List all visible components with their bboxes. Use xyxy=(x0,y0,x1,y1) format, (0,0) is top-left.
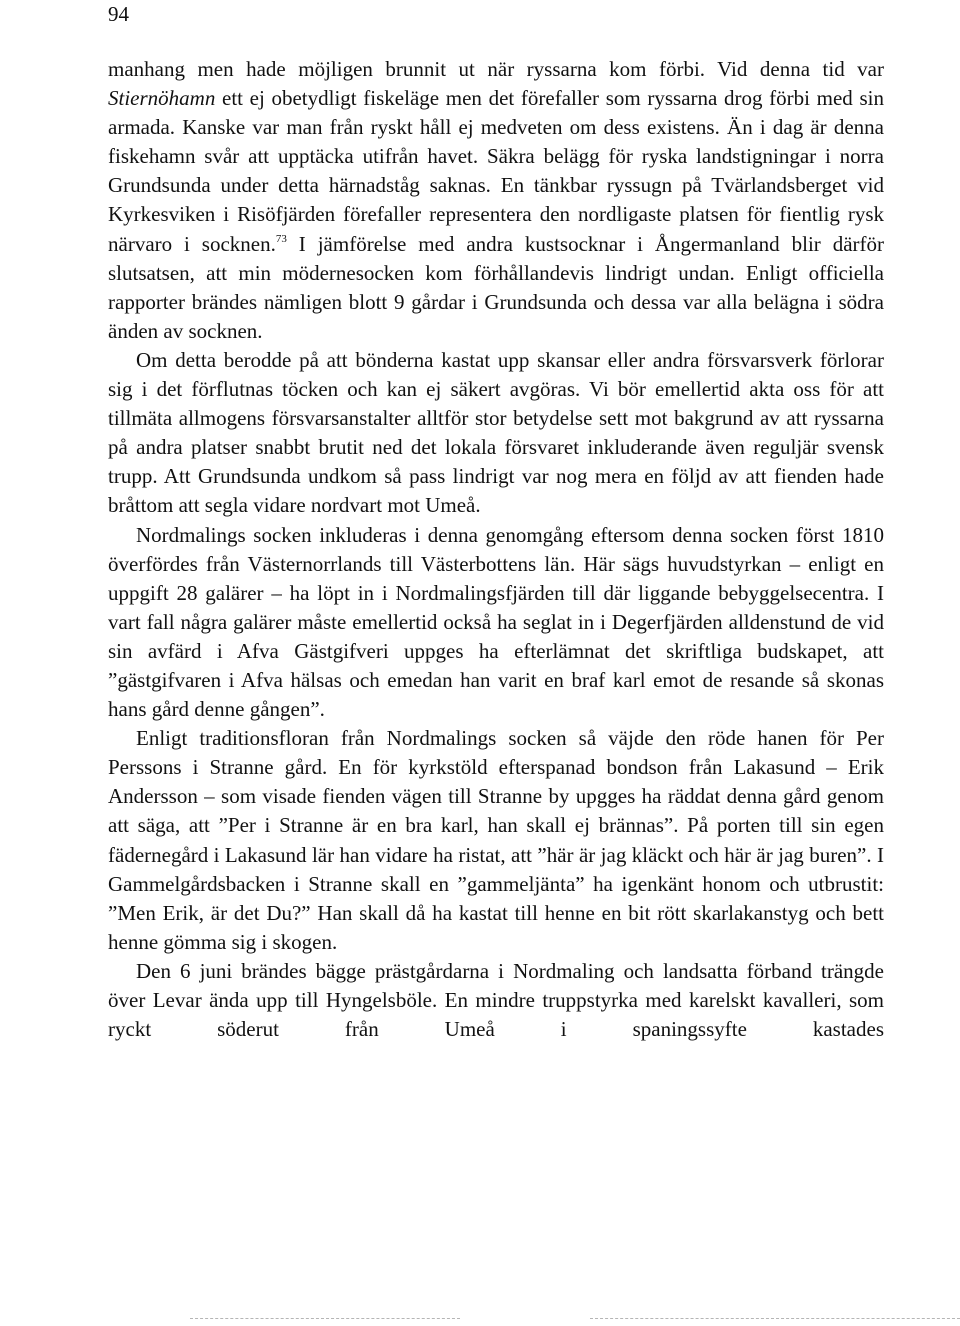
paragraph-4: Enligt traditionsfloran från Nordmalings socken så väjde den röde hanen för Per Perssons i Stranne gård. En för kyrkstöld efterspanad bondson från Lakasund – Erik Andersson – som visade fienden vägen till Stranne by upgges ha räddat denna gård genom att säga, att ”Per i Stranne är en bra karl, han skall ej brännas”. På porten till sin egen fädernegård i Lakasund lär han vidare ha ristat, att ”här är jag kläckt och här är jag buren”. I Gammelgårdsbacken i Stranne skall en ”gammeljänta” ha igenkänt honom och utbrustit: ”Men Erik, är det Du?” Han skall då ha kastat till henne en bit rött skarlakanstyg och bett henne gömma sig i skogen. xyxy=(108,726,884,954)
footer-rule xyxy=(190,1318,460,1319)
paragraph-2: Om detta berodde på att bönderna kastat upp skansar eller andra försvarsverk förlorar sig i det förflutnas töcken och kan ej säkert avgöras. Vi bör emellertid akta oss för att tillmäta allmogens försvarsanstalter alltför stor betydelse sett mot bakgrund av att ryssarna på andra platser snabbt brutit ned det lokala försvaret inkluderande även reguljär svensk trupp. Att Grundsunda undkom så pass lindrigt var nog mera en följd av att fienden hade bråttom att segla vidare nordvart mot Umeå. xyxy=(108,347,884,518)
ship-name: Stiernöhamn xyxy=(108,86,216,111)
paragraph-text: ett ej obetydligt fiskeläge men det förefaller som ryssarna drog förbi med sin armada. Kanske var man från ryskt håll ej medveten om dess existens. Än i dag är denna fiskehamn svår att upptäcka utifrån havet. Säkra belägg för ryska landstigningar i norra Grundsunda under detta härnadståg saknas. En tänkbar ryssugn på Tvärlandsberget vid Kyrkesviken i Risöfjärden förefaller representera den nordligaste platsen för fientlig rysk närvaro i socknen. xyxy=(108,86,884,256)
paragraph-5: Den 6 juni brändes bägge prästgårdarna i Nordmaling och landsatta förband trängde över Levar ända upp till Hyngelsböle. En mindre truppstyrka med karelskt kavalleri, som ryckt söderut från Umeå i spaningssyfte kastades xyxy=(108,958,884,1042)
footnote-ref: 73 xyxy=(275,232,287,245)
page-number: 94 xyxy=(108,2,129,26)
footer-rule xyxy=(590,1318,960,1319)
paragraph-text: I jämförelse med andra kustsocknar i Ångermanland blir därför slutsatsen, att min mödernesocken kom förhållandevis lindrigt undan. Enligt officiella rapporter brändes nämligen blott 9 gårdar i Grundsunda och dessa var alla belägna i södra änden av socknen. xyxy=(108,231,884,343)
paragraph-text: manhang men hade möjligen brunnit ut när ryssarna kom förbi. Vid denna tid var xyxy=(108,57,884,81)
body-text xyxy=(108,55,884,1044)
paragraph-3: Nordmalings socken inkluderas i denna genomgång eftersom denna socken först 1810 överfördes från Västernorrlands till Västerbottens län. Här sägs huvudstyrkan – enligt en uppgift 28 galärer – ha löpt in i Nordmalingsfjärden till där liggande bebyggelsecentra. I vart fall några galärer måste emellertid också ha seglat in i Degerfjärden alldenstund de vid sin avfärd i Afva Gästgifveri uppges ha efterlämnat det skriftliga budskapet, att ”gästgifvaren i Afva hälsas och emedan han varit en braf karl emot de resande så skonas hans gård denne gången”. xyxy=(108,522,884,722)
paragraph-1 xyxy=(108,55,884,346)
